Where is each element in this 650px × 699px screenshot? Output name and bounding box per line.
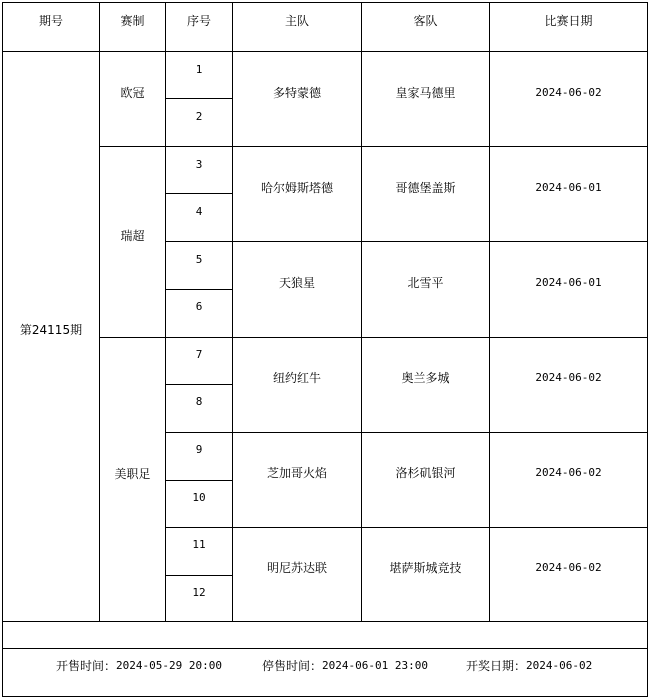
league-divider [99, 146, 648, 147]
sale-start-label: 开售时间： [56, 658, 117, 673]
draw-date-label: 开奖日期： [466, 658, 527, 673]
seq-number: 1 [195, 62, 203, 76]
match-date: 2024-06-01 [535, 180, 602, 194]
seq-number: 7 [195, 347, 203, 361]
match-divider [165, 432, 648, 433]
draw-date-info [466, 657, 592, 673]
home-team: 纽约红牛 [272, 370, 321, 385]
home-team: 明尼苏达联 [266, 560, 327, 575]
away-team: 洛杉矶银河 [395, 465, 456, 480]
match-date: 2024-06-02 [535, 370, 602, 384]
sale-stop-label: 停售时间： [262, 658, 323, 673]
period-cell: 第24115期 [19, 322, 83, 337]
home-team: 哈尔姆斯塔德 [260, 180, 333, 195]
seq-number: 11 [192, 537, 206, 551]
league-cell: 美职足 [114, 466, 151, 481]
draw-date-value: 2024-06-02 [526, 658, 593, 672]
seq-number: 4 [195, 204, 203, 218]
seq-number: 9 [195, 442, 203, 456]
away-team: 皇家马德里 [395, 85, 456, 100]
table-border-bottom [2, 696, 648, 697]
match-date: 2024-06-02 [535, 85, 602, 99]
seq-number: 6 [195, 299, 203, 313]
table-border-left [2, 2, 3, 697]
footer-top-divider [2, 648, 648, 649]
sale-start-info [56, 657, 222, 673]
league-cell: 瑞超 [120, 228, 145, 243]
seq-number: 8 [195, 394, 203, 408]
league-divider [99, 337, 648, 338]
sale-stop-value: 2024-06-01 23:00 [322, 658, 428, 672]
match-divider [165, 527, 648, 528]
table-border-right [647, 2, 648, 697]
seq-divider [165, 384, 233, 385]
away-team: 北雪平 [407, 275, 444, 290]
sale-stop-info [262, 657, 428, 673]
seq-number: 5 [195, 252, 203, 266]
away-team: 奥兰多城 [401, 370, 450, 385]
match-date: 2024-06-02 [535, 465, 602, 479]
league-cell: 欧冠 [120, 85, 145, 100]
match-divider [165, 241, 648, 242]
header-away: 客队 [413, 13, 438, 28]
seq-divider [165, 480, 233, 481]
match-date: 2024-06-01 [535, 275, 602, 289]
seq-divider [165, 193, 233, 194]
away-team: 堪萨斯城竞技 [389, 560, 462, 575]
header-league: 赛制 [120, 13, 145, 28]
header-seq: 序号 [186, 13, 211, 28]
away-team: 哥德堡盖斯 [395, 180, 456, 195]
seq-number: 10 [192, 490, 206, 504]
header-period: 期号 [38, 13, 63, 28]
home-team: 芝加哥火焰 [266, 465, 327, 480]
seq-number: 12 [192, 585, 206, 599]
sale-start-value: 2024-05-29 20:00 [116, 658, 222, 672]
home-team: 天狼星 [278, 275, 315, 290]
seq-divider [165, 575, 233, 576]
seq-number: 2 [195, 109, 203, 123]
header-home: 主队 [284, 13, 309, 28]
seq-divider [165, 289, 233, 290]
match-date: 2024-06-02 [535, 560, 602, 574]
header-date: 比赛日期 [544, 13, 593, 28]
home-team: 多特蒙德 [272, 85, 321, 100]
seq-divider [165, 98, 233, 99]
seq-number: 3 [195, 157, 203, 171]
